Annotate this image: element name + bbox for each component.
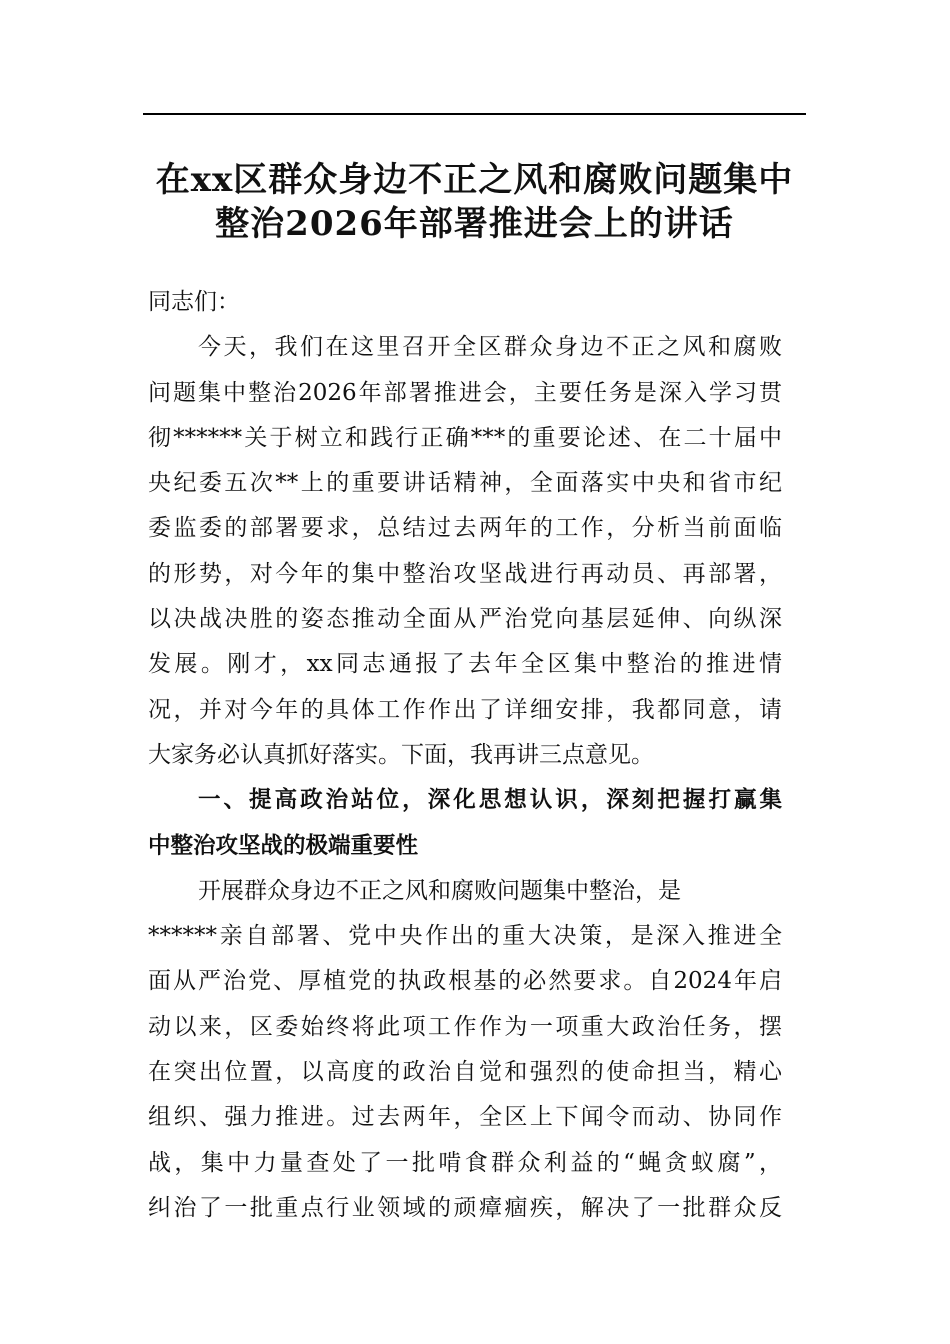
paragraph-line: 组织、强力推进。过去两年，全区上下闻令而动、协同作 bbox=[148, 1104, 782, 1131]
paragraph-line: 战，集中力量查处了一批啃食群众利益的“蝇贪蚁腐”， bbox=[148, 1149, 782, 1176]
paragraph-line: 在突出位置，以高度的政治自觉和强烈的使命担当，精心 bbox=[148, 1059, 782, 1086]
paragraph-line: 彻******关于树立和践行正确***的重要论述、在二十届中 bbox=[148, 424, 782, 451]
document-title-line-1: 在xx区群众身边不正之风和腐败问题集中 bbox=[155, 160, 794, 200]
paragraph-line: 纠治了一批重点行业领域的顽瘴痼疾，解决了一批群众反 bbox=[148, 1194, 782, 1221]
paragraph-line: 委监委的部署要求，总结过去两年的工作，分析当前面临 bbox=[148, 515, 782, 542]
paragraph-line: 今天，我们在这里召开全区群众身边不正之风和腐败 bbox=[198, 334, 782, 361]
document-body bbox=[148, 280, 782, 1231]
paragraph-line: 同志们： bbox=[148, 289, 240, 315]
paragraph-line: 面从严治党、厚植党的执政根基的必然要求。自2024年启 bbox=[148, 968, 782, 995]
document-title-line-2: 整治2026年部署推进会上的讲话 bbox=[215, 204, 734, 244]
paragraph-line: 问题集中整治2026年部署推进会，主要任务是深入学习贯 bbox=[148, 379, 782, 406]
paragraph-line: 以决战决胜的姿态推动全面从严治党向基层延伸、向纵深 bbox=[148, 606, 782, 633]
paragraph-line: ******亲自部署、党中央作出的重大决策，是深入推进全 bbox=[148, 923, 782, 950]
paragraph-line: 动以来，区委始终将此项工作作为一项重大政治任务，摆 bbox=[148, 1013, 782, 1040]
paragraph-line: 况，并对今年的具体工作作出了详细安排，我都同意，请 bbox=[148, 696, 782, 723]
paragraph-line: 发展。刚才，xx同志通报了去年全区集中整治的推进情 bbox=[148, 651, 782, 678]
paragraph-line: 的形势，对今年的集中整治攻坚战进行再动员、再部署， bbox=[148, 560, 782, 587]
paragraph-line: 央纪委五次**上的重要讲话精神，全面落实中央和省市纪 bbox=[148, 470, 782, 497]
paragraph-line: 开展群众身边不正之风和腐败问题集中整治，是 bbox=[198, 877, 681, 904]
section-heading-line: 中整治攻坚战的极端重要性 bbox=[148, 832, 419, 859]
header-rule bbox=[143, 113, 806, 115]
paragraph-line: 大家务必认真抓好落实。下面，我再讲三点意见。 bbox=[148, 741, 654, 768]
section-heading-line: 一、提高政治站位，深化思想认识，深刻把握打赢集 bbox=[198, 787, 782, 814]
